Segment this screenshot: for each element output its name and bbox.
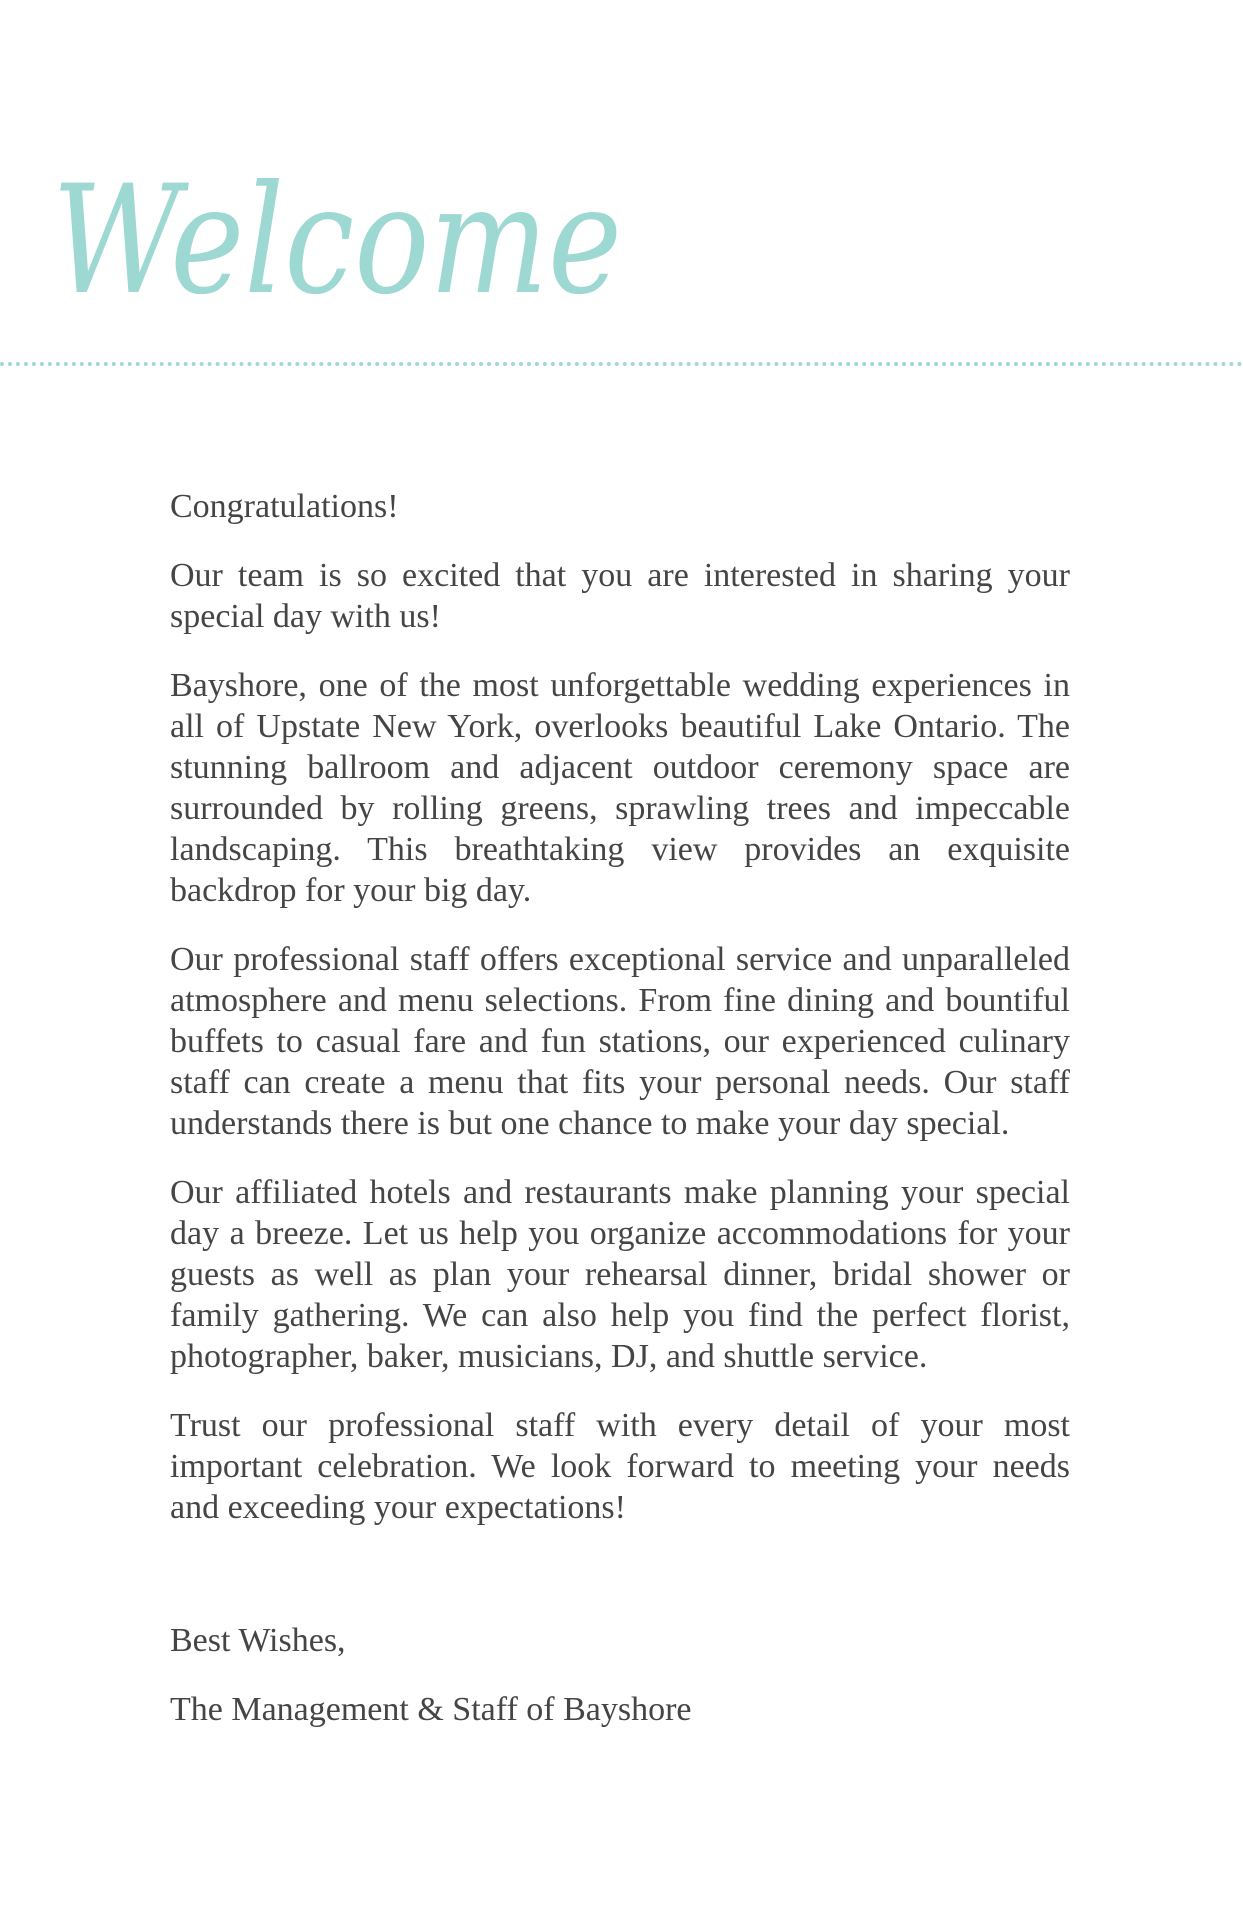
welcome-title	[52, 150, 632, 340]
welcome-title-text: Welcome	[52, 154, 622, 328]
letter-greeting: Congratulations!	[170, 488, 399, 525]
letter-signature: The Management & Staff of Bayshore	[170, 1691, 692, 1728]
letter-paragraph: Bayshore, one of the most unforgettable wedding experiences in all of Upstate New York, overlooks beautiful Lake Ontario. The stunning ballroom and adjacent outdoor ceremony space are surrounded by rolling greens, sprawling trees and impeccable landscaping. This breathtaking view provides an exquisite backdrop for your big day.	[170, 667, 1070, 909]
letter-paragraph: Our team is so excited that you are interested in sharing your special day with us!	[170, 557, 1070, 635]
letter-paragraph: Our professional staff offers exceptional service and unparalleled atmosphere and menu selections. From fine dining and bountiful buffets to casual fare and fun stations, our experienced culinary staff can create a menu that fits your personal needs. Our staff understands there is but one chance to make your day special.	[170, 941, 1070, 1142]
letter-paragraph: Trust our professional staff with every detail of your most important celebration. We look forward to meeting your needs and exceeding your expectations!	[170, 1407, 1070, 1526]
letter-closing: Best Wishes,	[170, 1622, 346, 1659]
letter-paragraph: Our affiliated hotels and restaurants make planning your special day a breeze. Let us help you organize accommodations for your guests as well as plan your rehearsal dinner, bridal shower or family gathering. We can also help you find the perfect florist, photographer, baker, musicians, DJ, and shuttle service.	[170, 1174, 1070, 1375]
letter-body	[170, 486, 1070, 1730]
dotted-divider	[0, 362, 1243, 366]
